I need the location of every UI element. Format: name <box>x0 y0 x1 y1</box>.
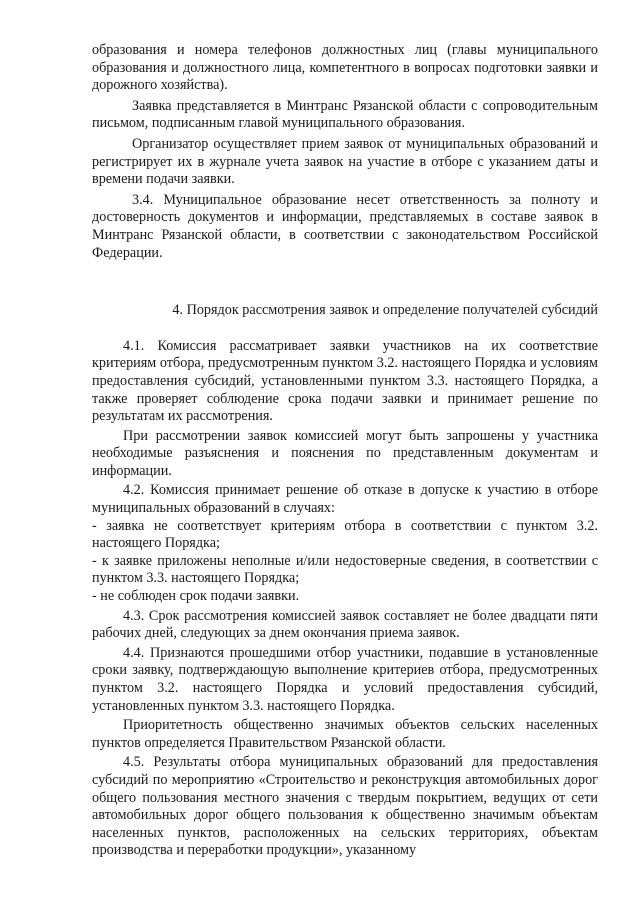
paragraph-4-2: 4.2. Комиссия принимает решение об отказе в допуске к участию в отборе муниципальных образований в случаях: <box>92 482 598 517</box>
paragraph-3-4: 3.4. Муниципальное образование несет ответственность за полноту и достоверность документов и информации, представляемых в составе заявок в Минтранс Рязанской области, в соответствии с законодательством Российской Федерации. <box>92 191 598 261</box>
paragraph-4-5: 4.5. Результаты отбора муниципальных образований для предоставления субсидий по мероприятию «Строительство и реконструкция автомобильных дорог общего пользования местного значения с твердым покрытием, ведущих от сети автомобильных дорог общего пользования к общественно значимым объектам населенных пунктов, расположенных на сельских территориях, объектам производства и переработки продукции», указанному <box>92 754 598 859</box>
list-item-criteria: - заявка не соответствует критериям отбора в соответствии с пунктом 3.2. настоящего Порядка; <box>92 517 598 552</box>
paragraph-contacts-continued: образования и номера телефонов должностных лиц (главы муниципального образования и должностного лица, компетентного в вопросах подготовки заявки и дорожного хозяйства). <box>92 42 598 94</box>
paragraph-organizer-registration: Организатор осуществляет прием заявок от муниципальных образований и регистрирует их в журнале учета заявок на участие в отборе с указанием даты и времени подачи заявки. <box>92 135 598 188</box>
paragraph-priority: Приоритетность общественно значимых объектов сельских населенных пунктов определяется Правительством Рязанской области. <box>92 717 598 751</box>
paragraph-4-3: 4.3. Срок рассмотрения комиссией заявок составляет не более двадцати пяти рабочих дней, следующих за днем окончания приема заявок. <box>92 607 598 642</box>
section-heading: 4. Порядок рассмотрения заявок и определение получателей субсидий <box>172 302 598 319</box>
paragraph-application-submission: Заявка представляется в Минтранс Рязанской области с сопроводительным письмом, подписанным главой муниципального образования. <box>92 97 598 132</box>
list-item-deadline: - не соблюден срок подачи заявки. <box>92 588 300 605</box>
paragraph-clarifications: При рассмотрении заявок комиссией могут быть запрошены у участника необходимые разъяснения и пояснения по представленным документам и информации. <box>92 427 598 479</box>
list-item-incomplete-data: - к заявке приложены неполные и/или недостоверные сведения, в соответствии с пунктом 3.3. настоящего Порядка; <box>92 552 598 587</box>
paragraph-4-4: 4.4. Признаются прошедшими отбор участники, подавшие в установленные сроки заявку, подтверждающую выполнение критериев отбора, предусмотренных пунктом 3.2. настоящего Порядка и условий предоставления субсидий, установленных пунктом 3.3. настоящего Порядка. <box>92 644 598 714</box>
paragraph-4-1: 4.1. Комиссия рассматривает заявки участников на их соответствие критериям отбора, предусмотренным пунктом 3.2. настоящего Порядка и условиям предоставления субсидий, установленными пунктом 3.3. настоящего Порядка, а также проверяет соблюдение срока подачи заявки и принимает решение по результатам их рассмотрения. <box>92 337 598 425</box>
